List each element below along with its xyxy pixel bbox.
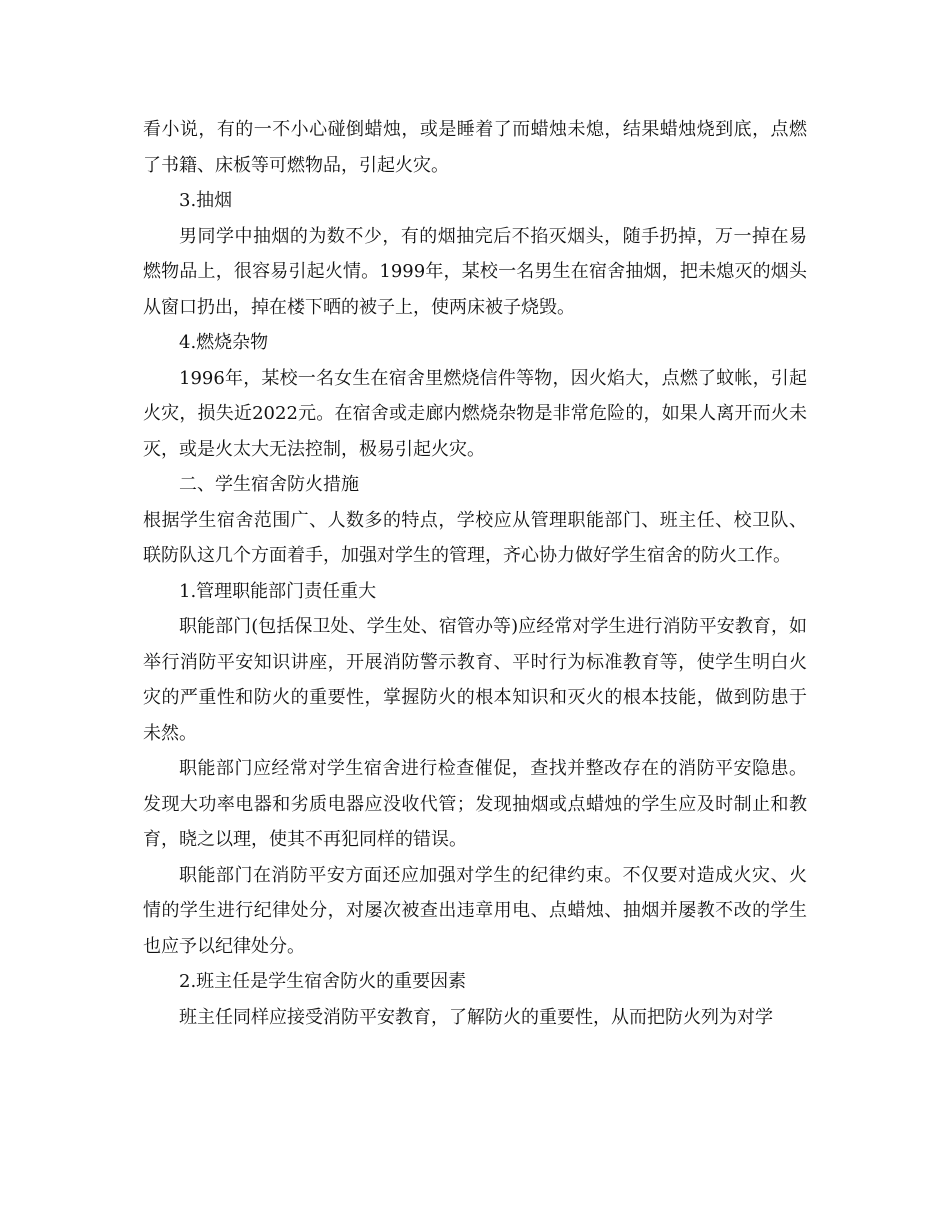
- paragraph-safety-education: 职能部门(包括保卫处、学生处、宿管办等)应经常对学生进行消防平安教育，如举行消防平安知识讲座，开展消防警示教育、平时行为标准教育等，使学生明白火灾的严重性和防火的重要性，掌握防火的根本知识和灭火的根本技能，做到防患于未然。: [143, 616, 807, 744]
- heading-burning-debris: 4.燃烧杂物: [179, 332, 269, 353]
- paragraph-measures-intro: 根据学生宿舍范围广、人数多的特点，学校应从管理职能部门、班主任、校卫队、联防队这几个方面着手，加强对学生的管理，齐心协力做好学生宿舍的防火工作。: [143, 509, 807, 566]
- paragraph-inspections: 职能部门应经常对学生宿舍进行检查催促，查找并整改存在的消防平安隐患。发现大功率电器和劣质电器应没收代管；发现抽烟或点蜡烛的学生应及时制止和教育，晓之以理，使其不再犯同样的错误。: [143, 758, 807, 850]
- paragraph-burning-debris: 1996年，某校一名女生在宿舍里燃烧信件等物，因火焰大，点燃了蚊帐，引起火灾，损失近2022元。在宿舍或走廊内燃烧杂物是非常危险的，如果人离开而火未灭，或是火太大无法控制，极易引起火灾。: [143, 367, 807, 460]
- document-page: [143, 112, 807, 1035]
- paragraph-discipline: 职能部门在消防平安方面还应加强对学生的纪律约束。不仅要对造成火灾、火情的学生进行纪律处分，对屡次被查出违章用电、点蜡烛、抽烟并屡教不改的学生也应予以纪律处分。: [143, 864, 807, 957]
- heading-class-teacher: 2.班主任是学生宿舍防火的重要因素: [179, 971, 467, 992]
- paragraph-candles-continued: 看小说，有的一不小心碰倒蜡烛，或是睡着了而蜡烛未熄，结果蜡烛烧到底，点燃了书籍、床板等可燃物品，引起火灾。: [143, 119, 807, 176]
- heading-smoking: 3.抽烟: [179, 190, 233, 211]
- paragraph-class-teacher: 班主任同样应接受消防平安教育，了解防火的重要性，从而把防火列为对学: [179, 1006, 773, 1028]
- section-heading-fire-measures: 二、学生宿舍防火措施: [179, 474, 359, 495]
- heading-management-departments: 1.管理职能部门责任重大: [179, 580, 377, 602]
- paragraph-smoking: 男同学中抽烟的为数不少，有的烟抽完后不掐灭烟头，随手扔掉，万一掉在易燃物品上，很容易引起火情。1999年，某校一名男生在宿舍抽烟，把未熄灭的烟头从窗口扔出，掉在楼下晒的被子上，使两床被子烧毁。: [143, 225, 807, 318]
